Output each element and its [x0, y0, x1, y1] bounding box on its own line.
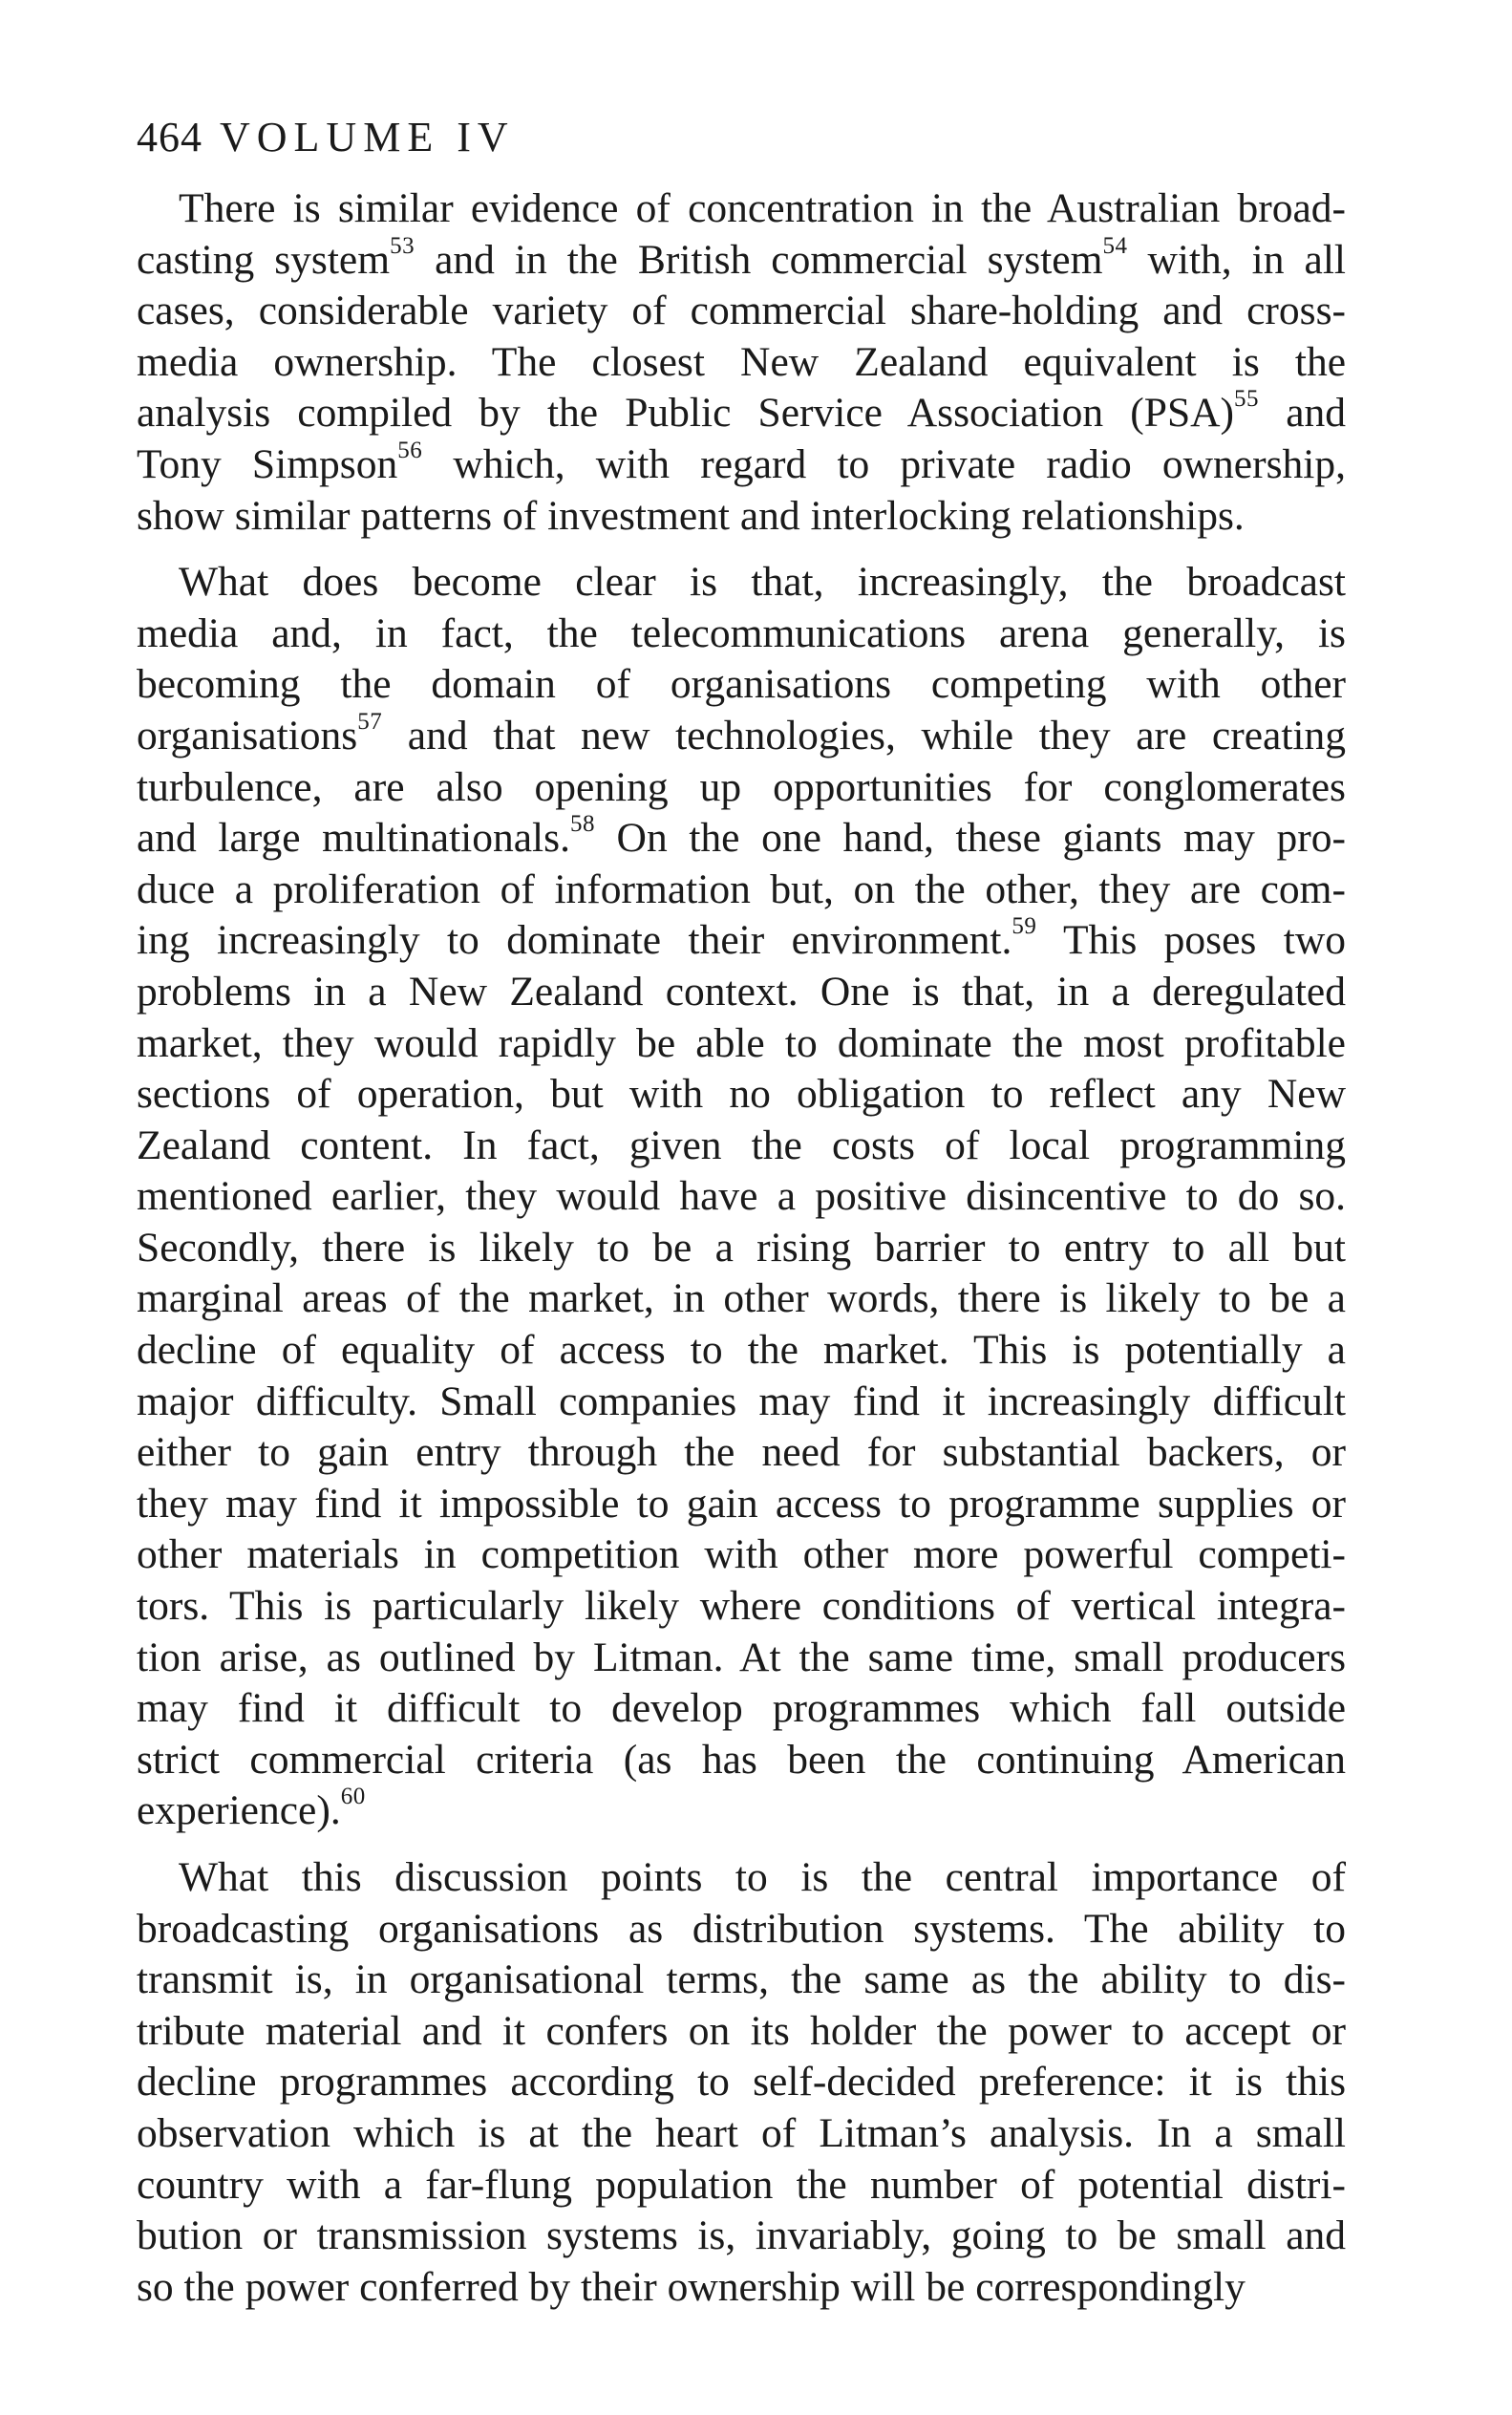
text-line: [137, 557, 1346, 609]
text-line: [137, 1479, 1346, 1530]
text-line: [137, 659, 1346, 711]
text-run: Tony Simpson: [137, 440, 398, 487]
text-run: which, with regard to private radio ownership,: [422, 440, 1346, 487]
text-run: decline of equality of access to the market. This is potentially a: [137, 1327, 1346, 1374]
footnote-reference[interactable]: 60: [340, 1784, 366, 1810]
text-run: and that new technologies, while they are creating: [382, 712, 1346, 759]
text-run: and in the British commercial system: [415, 236, 1103, 283]
text-run: sections of operation, but with no obligation to reflect any New: [137, 1071, 1346, 1118]
text-line: [137, 1581, 1346, 1633]
text-run: country with a far-flung population the number of potential distri-: [137, 2161, 1346, 2208]
text-run: bution or transmission systems is, invariably, going to be small and: [137, 2212, 1346, 2259]
text-run: market, they would rapidly be able to dominate the most profitable: [137, 1019, 1346, 1066]
text-run: strict commercial criteria (as has been the continuing American: [137, 1736, 1346, 1783]
page-number: 464: [137, 114, 202, 160]
footnote-reference[interactable]: 55: [1234, 386, 1260, 413]
text-line: [137, 865, 1346, 916]
text-run: There is similar evidence of concentration in the Australian broad-: [179, 185, 1346, 231]
text-line: [137, 183, 1346, 235]
text-line: [137, 1427, 1346, 1479]
text-line: [137, 1018, 1346, 1070]
text-run: cases, considerable variety of commercial share-holding and cross-: [137, 288, 1346, 334]
text-line: [137, 1633, 1346, 1684]
footnote-reference[interactable]: 57: [357, 708, 383, 735]
text-line: [137, 337, 1346, 389]
text-line: [137, 967, 1346, 1018]
text-run: observation which is at the heart of Litman’s analysis. In a small: [137, 2109, 1346, 2156]
text-run: Secondly, there is likely to be a rising barrier to entry to all but: [137, 1224, 1346, 1271]
text-run: ing increasingly to dominate their environment.: [137, 917, 1012, 964]
text-run: What this discussion points to is the central importance of: [179, 1854, 1346, 1900]
book-page: [137, 113, 1346, 2313]
text-run: either to gain entry through the need for substantial backers, or: [137, 1429, 1346, 1476]
body-text: [137, 183, 1346, 2313]
text-run: broadcasting organisations as distribution systems. The ability to: [137, 1905, 1346, 1952]
text-line: [137, 2160, 1346, 2212]
text-run: other materials in competition with other more powerful competi-: [137, 1531, 1346, 1578]
text-run: so the power conferred by their ownership will be correspondingly: [137, 2263, 1246, 2310]
paragraph: [137, 1852, 1346, 2313]
text-run: becoming the domain of organisations competing with other: [137, 661, 1346, 708]
text-line: [137, 1852, 1346, 1904]
text-line: [137, 1121, 1346, 1172]
text-run: Zealand content. In fact, given the costs of local programming: [137, 1122, 1346, 1168]
text-run: experience).: [137, 1787, 341, 1834]
footnote-reference[interactable]: 58: [569, 810, 595, 837]
text-line: [137, 2057, 1346, 2108]
text-run: and: [1259, 390, 1346, 437]
text-run: This poses two: [1036, 917, 1346, 964]
text-line: [137, 708, 1346, 762]
text-line: [137, 1529, 1346, 1581]
text-run: duce a proliferation of information but, on the other, they are com-: [137, 866, 1346, 912]
text-line: [137, 232, 1346, 287]
text-run: may find it difficult to develop programmes which fall outside: [137, 1685, 1346, 1732]
text-line: [137, 1955, 1346, 2006]
volume-heading: VOLUME IV: [220, 114, 515, 160]
text-run: On the one hand, these giants may pro-: [594, 815, 1347, 862]
text-run: casting system: [137, 236, 391, 283]
paragraph: [137, 557, 1346, 1837]
text-run: they may find it impossible to gain access to programme supplies or: [137, 1480, 1346, 1527]
text-line: [137, 2211, 1346, 2262]
text-run: media ownership. The closest New Zealand equivalent is the: [137, 338, 1346, 385]
text-line: [137, 915, 1346, 967]
text-line: [137, 2006, 1346, 2058]
text-line: [137, 1273, 1346, 1325]
text-run: organisations: [137, 712, 358, 759]
running-head: [137, 113, 1346, 162]
text-run: show similar patterns of investment and interlocking relationships.: [137, 492, 1245, 539]
footnote-reference[interactable]: 59: [1012, 913, 1037, 940]
text-line: [137, 1325, 1346, 1377]
text-line: [137, 1223, 1346, 1274]
text-run: analysis compiled by the Public Service Association (PSA): [137, 390, 1235, 437]
text-line: [137, 286, 1346, 337]
text-line: [137, 1171, 1346, 1223]
text-run: decline programmes according to self-decided preference: it is this: [137, 2059, 1346, 2105]
text-line: [137, 810, 1347, 865]
text-run: and large multinationals.: [137, 815, 570, 862]
text-run: transmit is, in organisational terms, the same as the ability to dis-: [137, 1956, 1346, 2003]
text-line: [137, 1904, 1346, 1956]
text-run: turbulence, are also opening up opportunities for conglomerates: [137, 763, 1346, 810]
footnote-reference[interactable]: 56: [397, 437, 423, 463]
text-line: [137, 491, 1346, 543]
text-run: major difficulty. Small companies may find it increasingly difficult: [137, 1378, 1346, 1424]
text-line: [137, 2108, 1346, 2160]
text-line: [137, 439, 1346, 491]
text-run: What does become clear is that, increasingly, the broadcast: [179, 559, 1346, 606]
footnote-reference[interactable]: 54: [1102, 232, 1128, 259]
text-line: [137, 2262, 1346, 2314]
text-line: [137, 762, 1346, 814]
text-line: [137, 1069, 1346, 1121]
text-line: [137, 1735, 1346, 1786]
text-run: tion arise, as outlined by Litman. At the same time, small producers: [137, 1634, 1346, 1680]
text-line: [137, 1785, 1346, 1837]
text-line: [137, 1683, 1346, 1735]
text-line: [137, 1377, 1346, 1428]
text-run: tors. This is particularly likely where conditions of vertical integra-: [137, 1583, 1346, 1630]
text-line: [137, 609, 1346, 660]
text-run: media and, in fact, the telecommunications arena generally, is: [137, 609, 1346, 656]
footnote-reference[interactable]: 53: [390, 232, 415, 259]
text-run: tribute material and it confers on its holder the power to accept or: [137, 2007, 1346, 2054]
text-run: mentioned earlier, they would have a positive disincentive to do so.: [137, 1173, 1346, 1220]
text-run: marginal areas of the market, in other words, there is likely to be a: [137, 1275, 1346, 1322]
text-run: problems in a New Zealand context. One is that, in a deregulated: [137, 968, 1346, 1015]
paragraph: [137, 183, 1346, 542]
text-line: [137, 388, 1346, 439]
text-run: with, in all: [1127, 236, 1346, 283]
